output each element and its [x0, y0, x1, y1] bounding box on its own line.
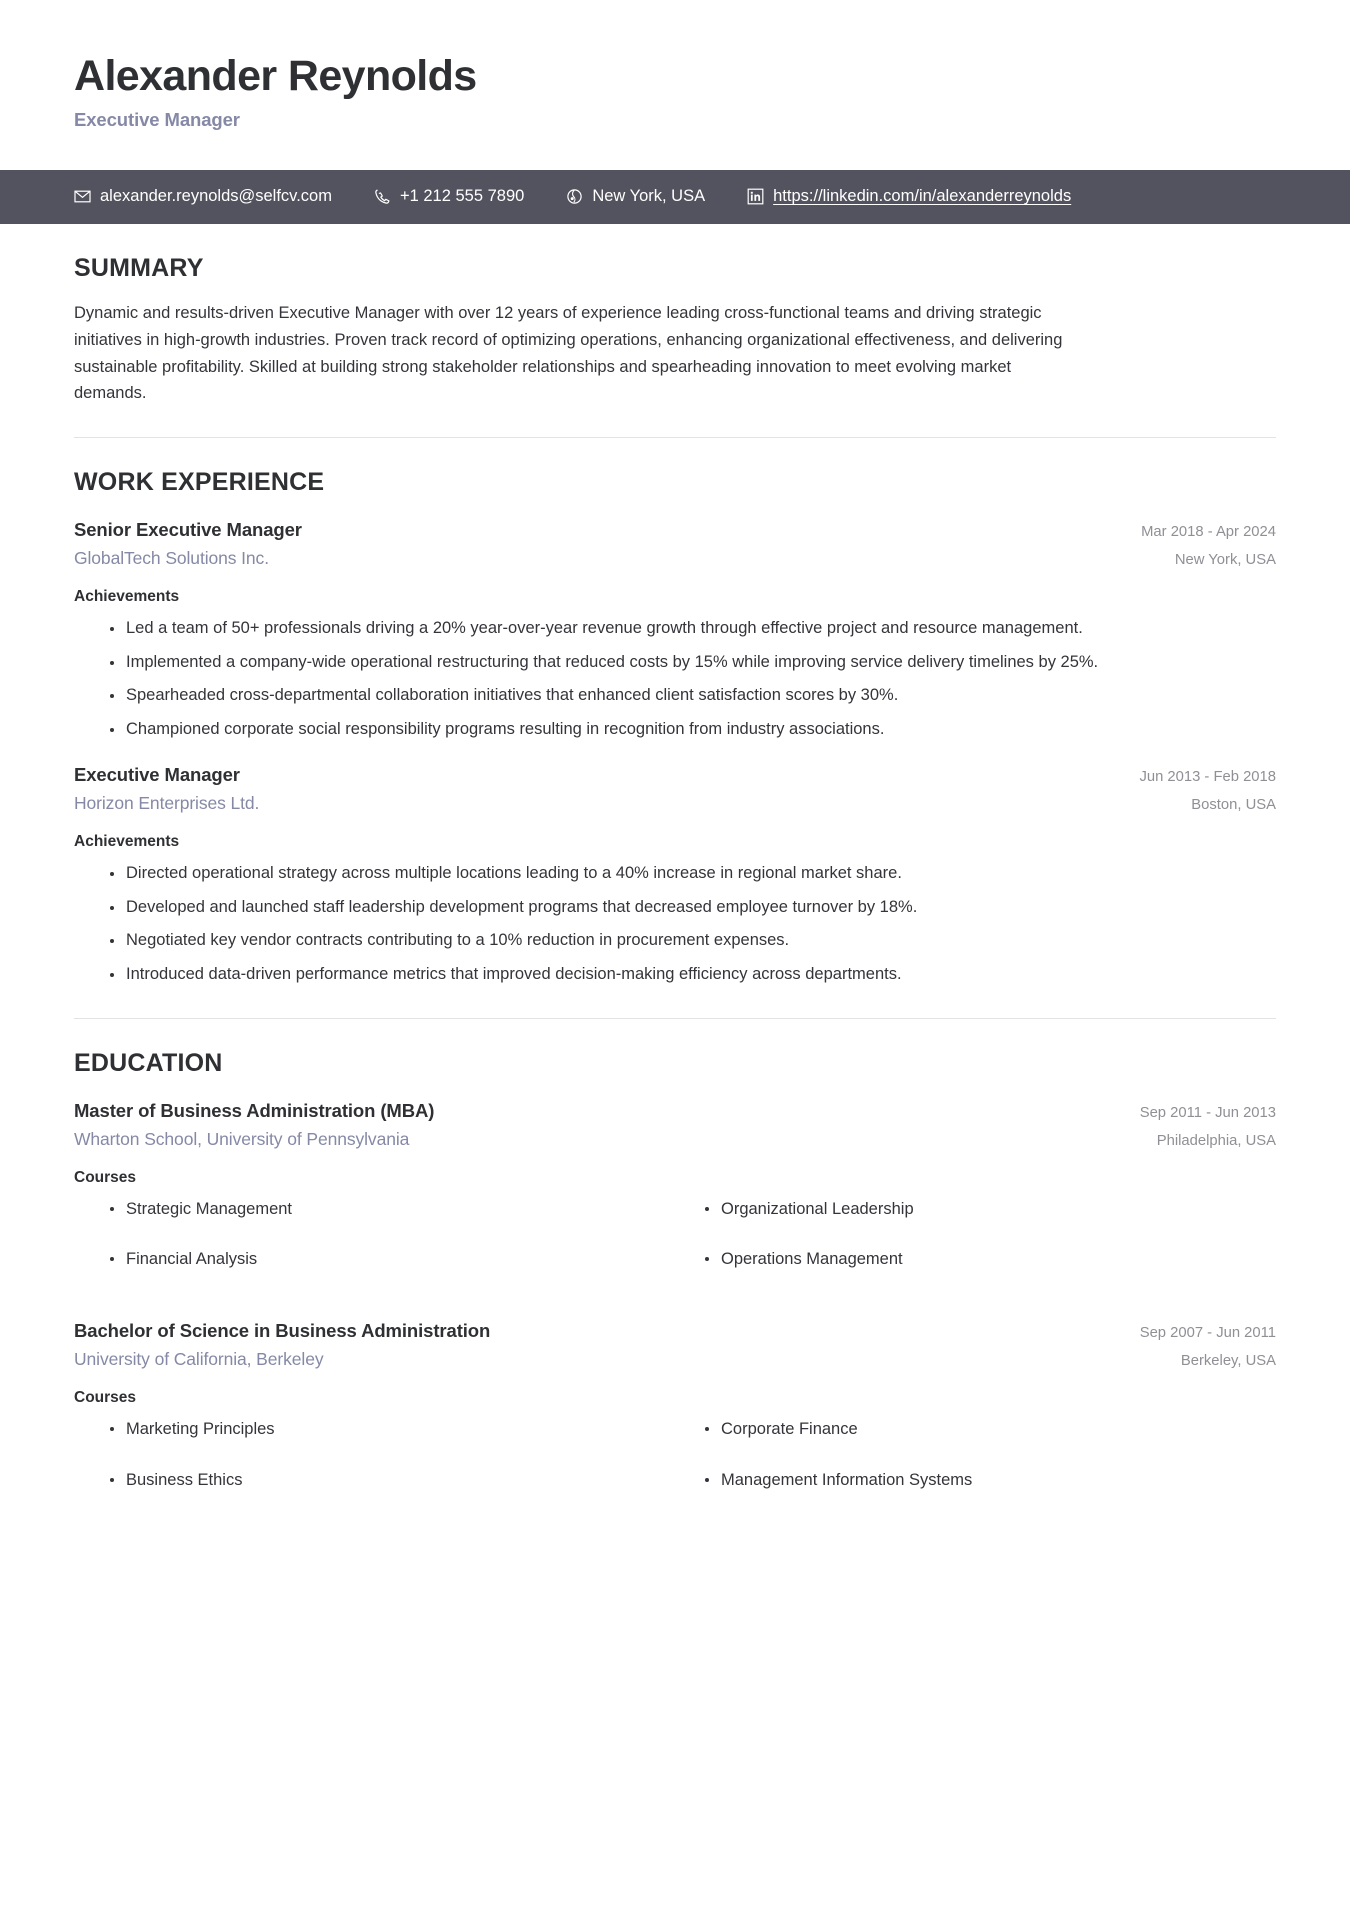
education-entry-location: Berkeley, USA — [1180, 1353, 1276, 1370]
education-entry-location: Philadelphia, USA — [1156, 1132, 1276, 1149]
list-item: Financial Analysis — [110, 1247, 681, 1272]
education-heading: EDUCATION — [74, 1048, 223, 1077]
work-entry — [74, 519, 1276, 742]
work-entry-title: Executive Manager — [74, 764, 240, 786]
work-experience-heading: WORK EXPERIENCE — [74, 468, 325, 497]
education-entry-sub-label: Courses — [74, 1389, 137, 1407]
summary-heading: SUMMARY — [74, 254, 204, 283]
list-item: Business Ethics — [110, 1468, 681, 1493]
list-item: Marketing Principles — [110, 1417, 681, 1442]
contact-linkedin-text[interactable]: https://linkedin.com/in/alexanderreynolds — [773, 187, 1072, 206]
education-section — [0, 1019, 1350, 1519]
list-item: Introduced data-driven performance metrics that improved decision-making efficiency across departments. — [110, 962, 1110, 988]
education-entry-sub-label: Courses — [74, 1168, 137, 1186]
work-entry-bullets — [74, 616, 1276, 742]
list-item: Led a team of 50+ professionals driving a 20% year-over-year revenue growth through effective project and resource management. — [110, 616, 1110, 642]
contact-location[interactable] — [566, 188, 705, 205]
education-entry — [74, 1320, 1276, 1519]
work-entry-org: Horizon Enterprises Ltd. — [74, 793, 260, 814]
work-entry-sub-label: Achievements — [74, 833, 180, 851]
contact-phone-text: +1 212 555 7890 — [399, 187, 525, 206]
list-item: Championed corporate social responsibility programs resulting in recognition from industry associations. — [110, 717, 1110, 743]
summary-section — [0, 224, 1350, 407]
education-entry-org: Wharton School, University of Pennsylvania — [74, 1128, 410, 1149]
list-item: Organizational Leadership — [705, 1197, 1276, 1222]
list-item: Corporate Finance — [705, 1417, 1276, 1442]
education-entry — [74, 1100, 1276, 1299]
contact-location-text: New York, USA — [592, 187, 706, 206]
resume-header — [0, 0, 1350, 147]
education-entry-dates: Sep 2007 - Jun 2011 — [1139, 1325, 1276, 1342]
work-entry-sub-label: Achievements — [74, 588, 180, 606]
phone-icon — [374, 188, 391, 205]
candidate-job-title: Executive Manager — [74, 109, 240, 131]
contact-email-text: alexander.reynolds@selfcv.com — [100, 187, 332, 206]
work-entry-title: Senior Executive Manager — [74, 519, 302, 541]
list-item: Strategic Management — [110, 1197, 681, 1222]
work-entry-location: New York, USA — [1174, 552, 1276, 569]
work-entry-location: Boston, USA — [1191, 797, 1276, 814]
work-entry-bullets — [74, 861, 1276, 987]
education-courses — [74, 1197, 1276, 1299]
contact-email[interactable] — [74, 188, 332, 205]
work-experience-section — [0, 438, 1350, 988]
contact-linkedin[interactable] — [747, 188, 1071, 205]
education-courses — [74, 1417, 1276, 1519]
list-item: Negotiated key vendor contracts contributing to a 10% reduction in procurement expenses. — [110, 928, 1110, 954]
work-entry-org: GlobalTech Solutions Inc. — [74, 548, 269, 569]
list-item: Directed operational strategy across multiple locations leading to a 40% increase in regional market share. — [110, 861, 1110, 887]
list-item: Operations Management — [705, 1247, 1276, 1272]
work-entry-dates: Mar 2018 - Apr 2024 — [1141, 524, 1276, 541]
work-entry-dates: Jun 2013 - Feb 2018 — [1139, 769, 1276, 786]
contact-phone[interactable] — [374, 188, 524, 205]
envelope-icon — [74, 188, 91, 205]
education-entry-org: University of California, Berkeley — [74, 1349, 324, 1370]
education-entry-title: Bachelor of Science in Business Administration — [74, 1320, 491, 1342]
list-item: Management Information Systems — [705, 1468, 1276, 1493]
list-item: Implemented a company-wide operational restructuring that reduced costs by 15% while improving service delivery timelines by 25%. — [110, 650, 1110, 676]
globe-icon — [566, 188, 583, 205]
summary-text: Dynamic and results-driven Executive Manager with over 12 years of experience leading cross-functional teams and driving strategic initiatives in high-growth industries. Proven track record of optimizing operations, enhancing organizational effectiveness, and delivering sustainable profitability. Skilled at building strong stakeholder relationships and spearheading innovation to meet evolving market demands. — [74, 304, 1063, 403]
linkedin-icon — [747, 188, 764, 205]
contact-bar — [0, 170, 1350, 224]
list-item: Spearheaded cross-departmental collaboration initiatives that enhanced client satisfaction scores by 30%. — [110, 683, 1110, 709]
list-item: Developed and launched staff leadership development programs that decreased employee turnover by 18%. — [110, 895, 1110, 921]
work-entry — [74, 764, 1276, 987]
candidate-name: Alexander Reynolds — [74, 52, 477, 100]
education-entry-title: Master of Business Administration (MBA) — [74, 1099, 435, 1121]
education-entry-dates: Sep 2011 - Jun 2013 — [1139, 1104, 1276, 1121]
